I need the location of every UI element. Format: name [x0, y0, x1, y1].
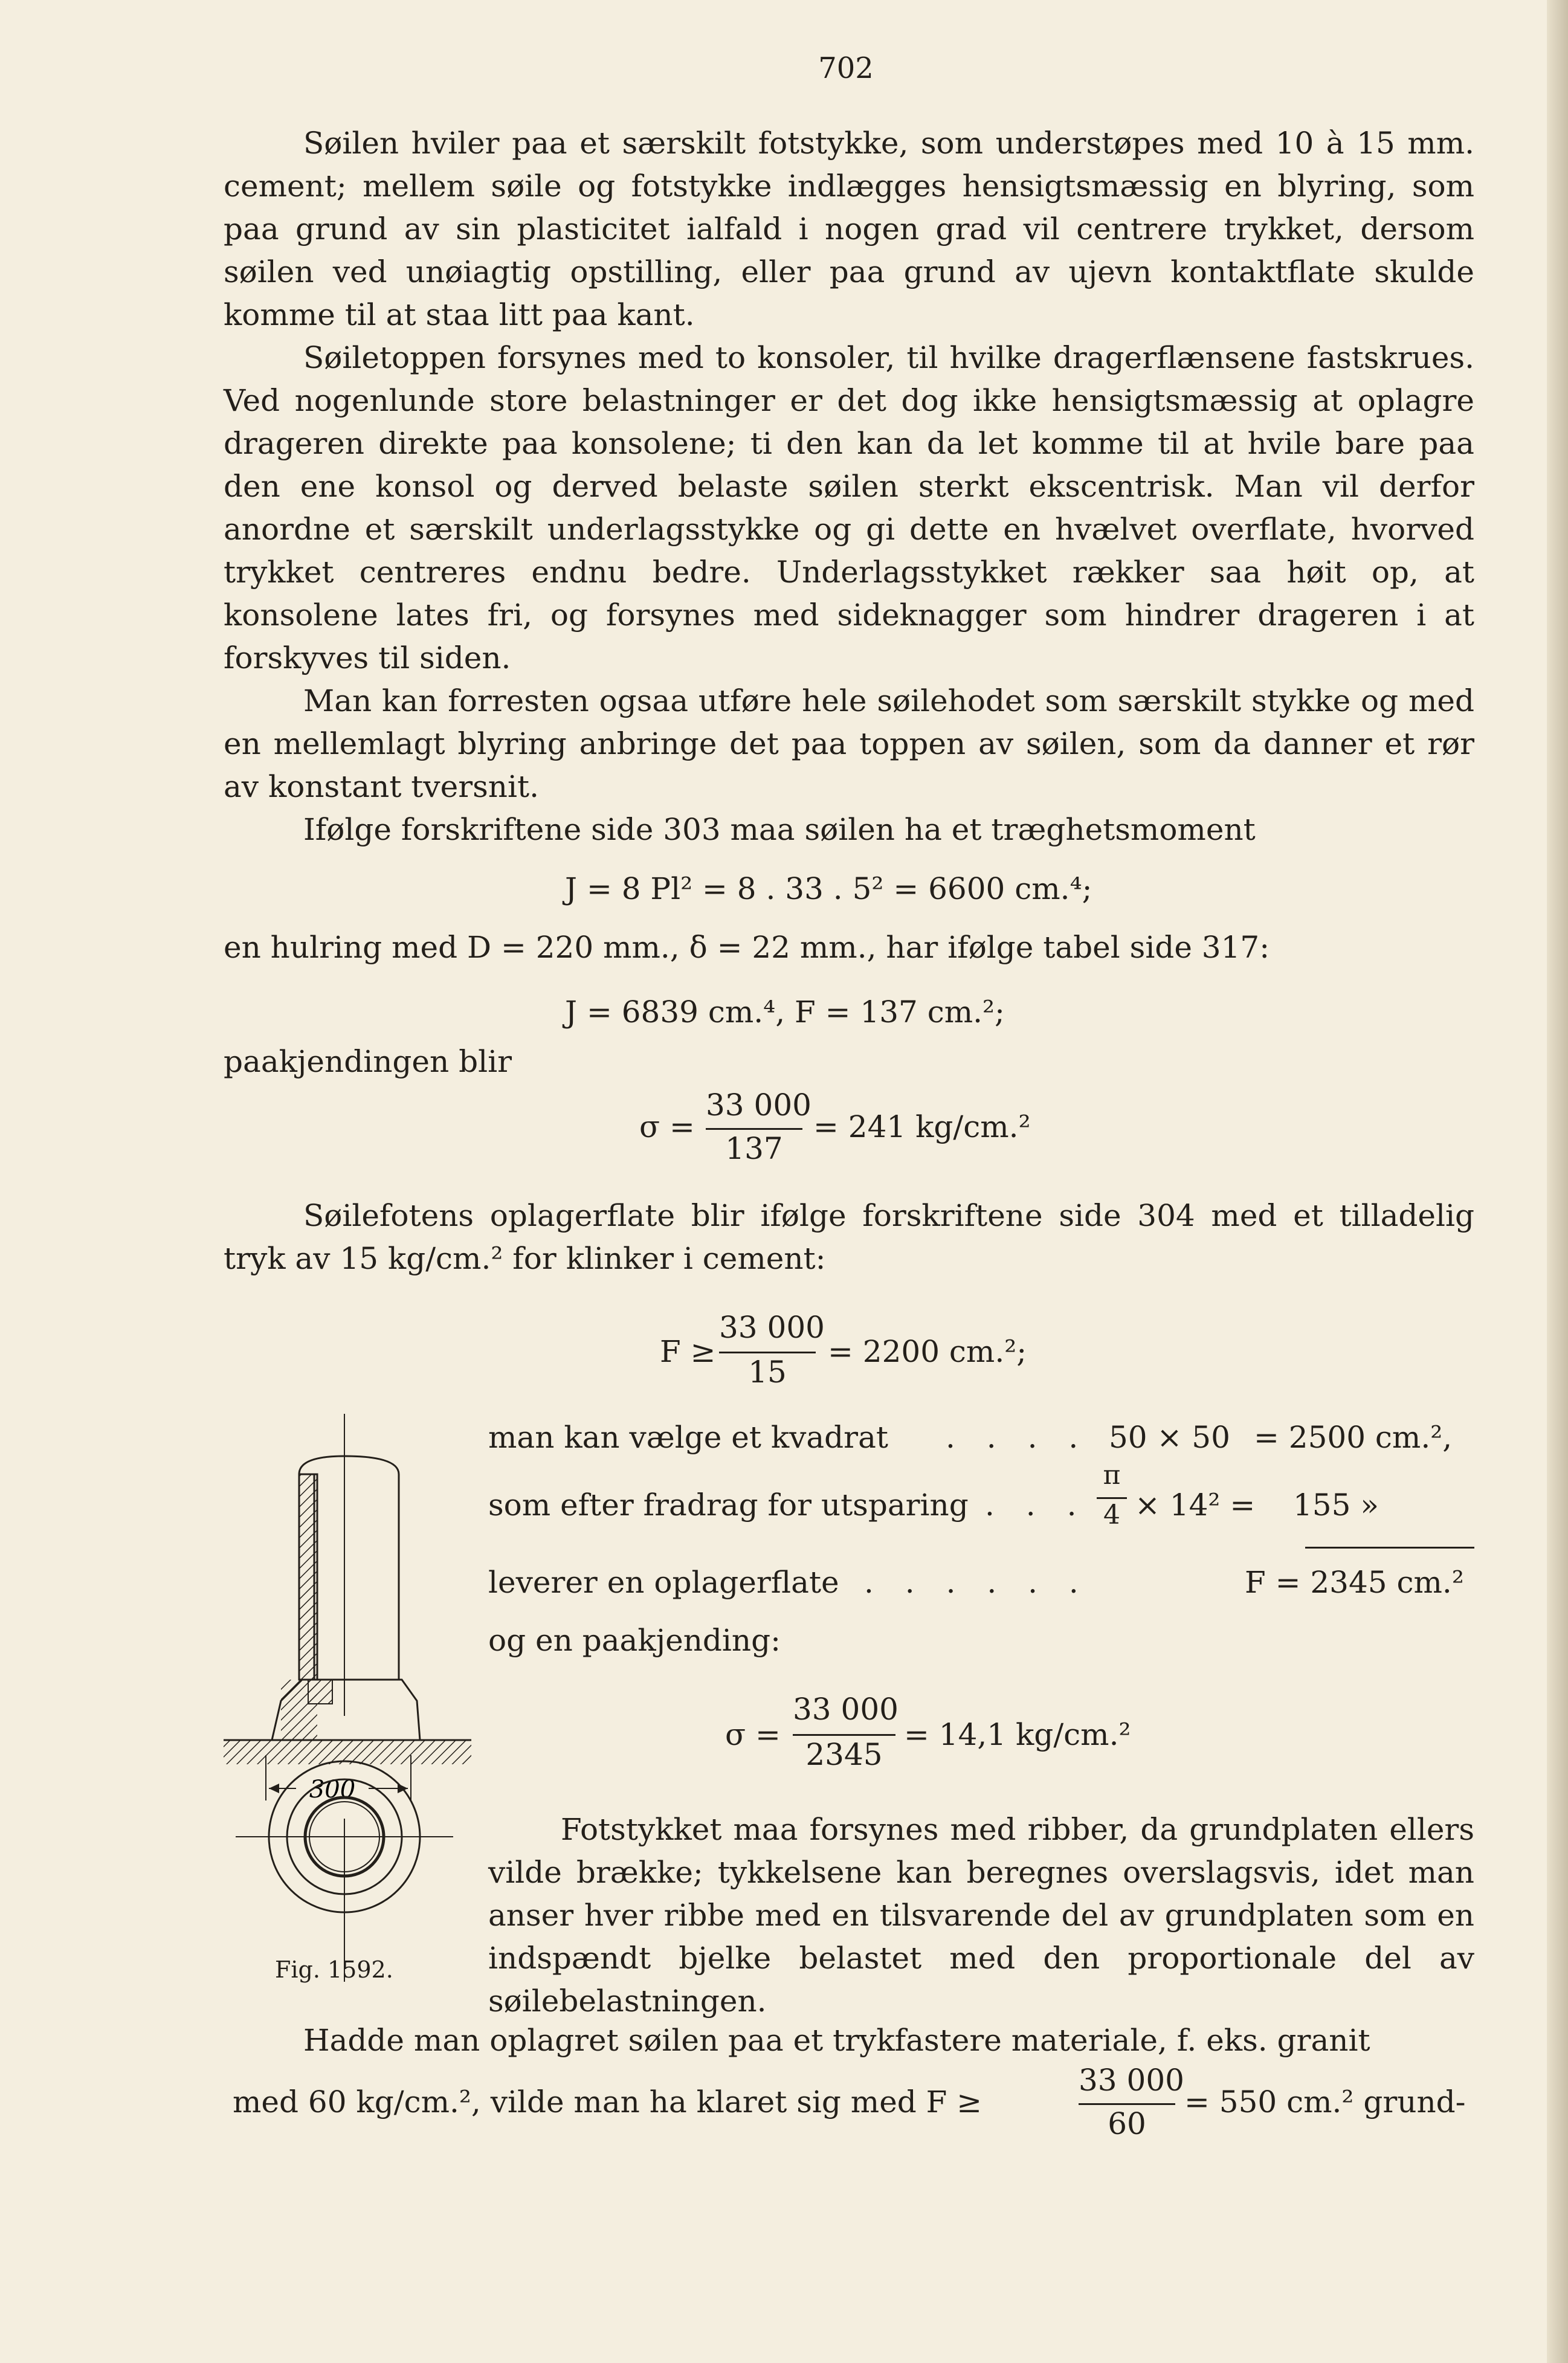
page-edge [1547, 0, 1568, 2363]
lead-ring [308, 1680, 332, 1704]
calc-row-label: og en paakjending: [488, 1623, 781, 1658]
sum-rule [1305, 1547, 1474, 1549]
calc-row-label: leverer en oplagerflate [488, 1565, 839, 1600]
calc-row-dots: . . . . [946, 1420, 1089, 1455]
calc-row-pi-bar [1097, 1497, 1127, 1499]
calc-row-result: F = 2345 cm.² [1245, 1565, 1464, 1600]
formula-j-definition: J = 8 Pl² = 8 . 33 . 5² = 6600 cm.⁴; [565, 871, 1092, 906]
calc-row-dots: . . . [985, 1488, 1088, 1523]
last-denominator: 60 [1108, 2106, 1146, 2141]
calc-row-result: = 2500 cm.², [1254, 1420, 1453, 1455]
last-line-end: = 550 cm.² grund- [1184, 2084, 1466, 2120]
calc-row-label: som efter fradrag for utsparing [488, 1488, 969, 1523]
f-required-rhs: = 2200 cm.²; [828, 1334, 1027, 1369]
calc-row-expr: 50 × 50 [1109, 1420, 1230, 1455]
column-top [299, 1456, 399, 1474]
sigma2-numerator: 33 000 [793, 1692, 899, 1727]
sigma1-fraction-bar [706, 1128, 802, 1130]
calc-row-pi-denominator: 4 [1103, 1500, 1120, 1530]
sigma1-rhs: = 241 kg/cm.² [813, 1109, 1031, 1144]
paragraph-5: Søilefotens oplagerflate blir ifølge forskriftene side 304 med et tilladelig tryk av 15 kg/cm.² for klinker i cement: [224, 1198, 1474, 1276]
calc-row-dots: . . . . . . [864, 1565, 1089, 1600]
sigma2-fraction-bar [793, 1734, 895, 1736]
last-line-start: med 60 kg/cm.², vilde man ha klaret sig med F ≥ [233, 2084, 982, 2120]
sigma2-rhs: = 14,1 kg/cm.² [904, 1717, 1131, 1752]
f-required-denominator: 15 [748, 1355, 787, 1390]
page-number: 702 [818, 51, 874, 85]
last-numerator: 33 000 [1079, 2063, 1184, 2098]
column-base-figure [218, 1414, 477, 1982]
sigma2-lhs: σ = [725, 1717, 781, 1752]
formula-j-table: J = 6839 cm.⁴, F = 137 cm.²; [565, 995, 1005, 1030]
f-required-fraction-bar [719, 1352, 816, 1353]
calc-row-result: 155 » [1293, 1488, 1379, 1523]
sigma1-lhs: σ = [639, 1109, 695, 1144]
sigma1-numerator: 33 000 [706, 1088, 811, 1123]
sigma1-denominator: 137 [725, 1131, 783, 1166]
calc-row-label: man kan vælge et kvadrat [488, 1420, 888, 1455]
figure-dimension-label: 300 [309, 1776, 356, 1804]
last-fraction-bar [1079, 2103, 1175, 2105]
formula-hulring-line: en hulring med D = 220 mm., δ = 22 mm., har ifølge tabel side 317: [224, 930, 1270, 965]
paragraph-4: Ifølge forskriftene side 303 maa søilen ha et træghetsmoment [303, 812, 1256, 847]
paragraph-3: Man kan forresten ogsaa utføre hele søilehodet som særskilt stykke og med en mellemlagt blyring anbringe det paa toppen av søilen, som da danner et rør av konstant tversnit. [224, 683, 1474, 804]
paragraph-7: Hadde man oplagret søilen paa et trykfastere materiale, f. eks. granit [303, 2023, 1370, 2058]
f-required-lhs: F ≥ [660, 1334, 716, 1369]
paragraph-1: Søilen hviler paa et særskilt fotstykke, som understøpes med 10 à 15 mm. cement; mellem søile og fotstykke indlægges hensigtsmæssig en blyring, som paa grund av sin plasticitet ialfald i nogen grad vil centrere trykket, dersom søilen ved unøiagtig opstilling, eller paa grund av ujevn kontaktflate skulde komme til at staa litt paa kant. [224, 126, 1474, 332]
sigma2-denominator: 2345 [805, 1737, 883, 1772]
paragraph-6: Fotstykket maa forsynes med ribber, da grundplaten ellers vilde brække; tykkelsene kan beregnes overslagsvis, idet man anser hver ribbe med en tilsvarende del av grundplaten som en indspændt bjelke belastet med den proportionale del av søilebelastningen. [488, 1812, 1474, 2019]
calc-row-expr: × 14² = [1135, 1488, 1256, 1523]
calc-row-pi-numerator: π [1103, 1460, 1121, 1491]
f-required-numerator: 33 000 [719, 1310, 825, 1345]
figure-caption: Fig. 1592. [275, 1956, 393, 1983]
paragraph-2: Søiletoppen forsynes med to konsoler, til hvilke dragerflænsene fastskrues. Ved nogenlunde store belastninger er det dog ikke hensigtsmæssig at oplagre drageren direkte paa konsolene; ti den kan da let komme til at hvile bare paa den ene konsol og derved belaste søilen sterkt ekscentrisk. Man vil derfor anordne et særskilt underlagsstykke og gi dette en hvælvet overflate, hvorved trykket centreres endnu bedre. Underlagsstykket rækker saa høit op, at konsolene lates fri, og forsynes med sideknagger som hindrer drageren i at forskyves til siden. [224, 340, 1474, 675]
paakjending-intro: paakjendingen blir [224, 1044, 512, 1079]
